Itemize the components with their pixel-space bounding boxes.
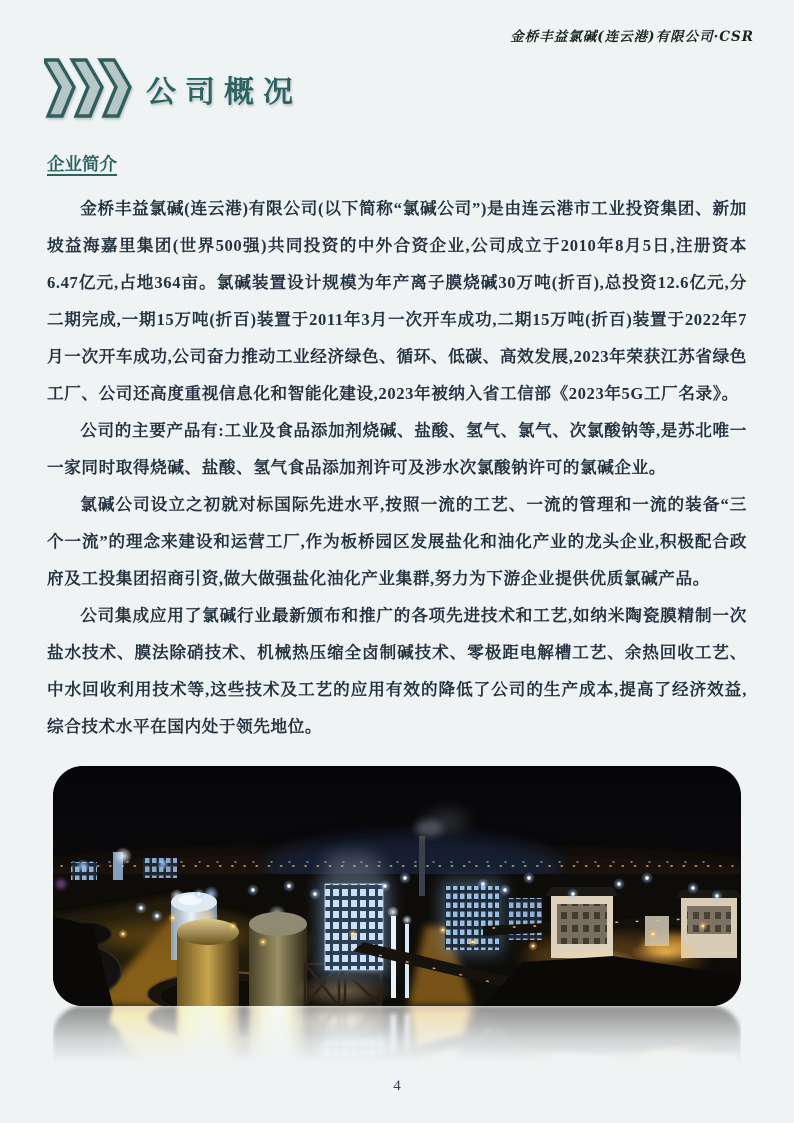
page-number: 4 bbox=[393, 1078, 401, 1094]
header-company-name: 金桥丰益氯碱(连云港)有限公司·CSR bbox=[510, 29, 754, 45]
page-header bbox=[0, 0, 794, 46]
plant-night-panorama-photo bbox=[53, 766, 741, 1006]
paragraph-philosophy: 氯碱公司设立之初就对标国际先进水平,按照一流的工艺、一流的管理和一流的装备“三个一流”的理念来建设和运营工厂,作为板桥园区发展盐化和油化产业的龙头企业,积极配合政府及工投集团招商引资,做大做强盐化油化产业集群,努力为下游企业提供优质氯碱产品。 bbox=[47, 495, 747, 588]
page-content bbox=[47, 151, 747, 745]
paragraph-company-intro: 金桥丰益氯碱(连云港)有限公司(以下简称“氯碱公司”)是由连云港市工业投资集团、新加坡益海嘉里集团(世界500强)共同投资的中外合资企业,公司成立于2010年8月5日,注册资本6.47亿元,占地364亩。氯碱装置设计规模为年产离子膜烧碱30万吨(折百),总投资12.6亿元,分二期完成,一期15万吨(折百)装置于2011年3月一次开车成功,二期15万吨(折百)装置于2022年7月一次开车成功,公司奋力推动工业经济绿色、循环、低碳、高效发展,2023年荣获江苏省绿色工厂、公司还高度重视信息化和智能化建设,2023年被纳入省工信部《2023年5G工厂名录》。 bbox=[47, 199, 747, 403]
paragraph-main-products: 公司的主要产品有:工业及食品添加剂烧碱、盐酸、氢气、氯气、次氯酸钠等,是苏北唯一一家同时取得烧碱、盐酸、氢气食品添加剂许可及涉水次氯酸钠许可的氯碱企业。 bbox=[47, 421, 747, 477]
plant-photo-reflection bbox=[53, 1006, 741, 1068]
triple-chevron-icon bbox=[44, 58, 132, 123]
paragraph-technology: 公司集成应用了氯碱行业最新颁布和推广的各项先进技术和工艺,如纳米陶瓷膜精制一次盐水技术、膜法除硝技术、机械热压缩全卤制碱技术、零极距电解槽工艺、余热回收工艺、中水回收利用技术等,这些技术及工艺的应用有效的降低了公司的生产成本,提高了经济效益,综合技术水平在国内处于领先地位。 bbox=[47, 606, 747, 736]
section-heading: 企业简介 bbox=[47, 154, 117, 174]
section-title-row bbox=[44, 58, 794, 123]
page-title: 公司概况 bbox=[146, 75, 302, 109]
